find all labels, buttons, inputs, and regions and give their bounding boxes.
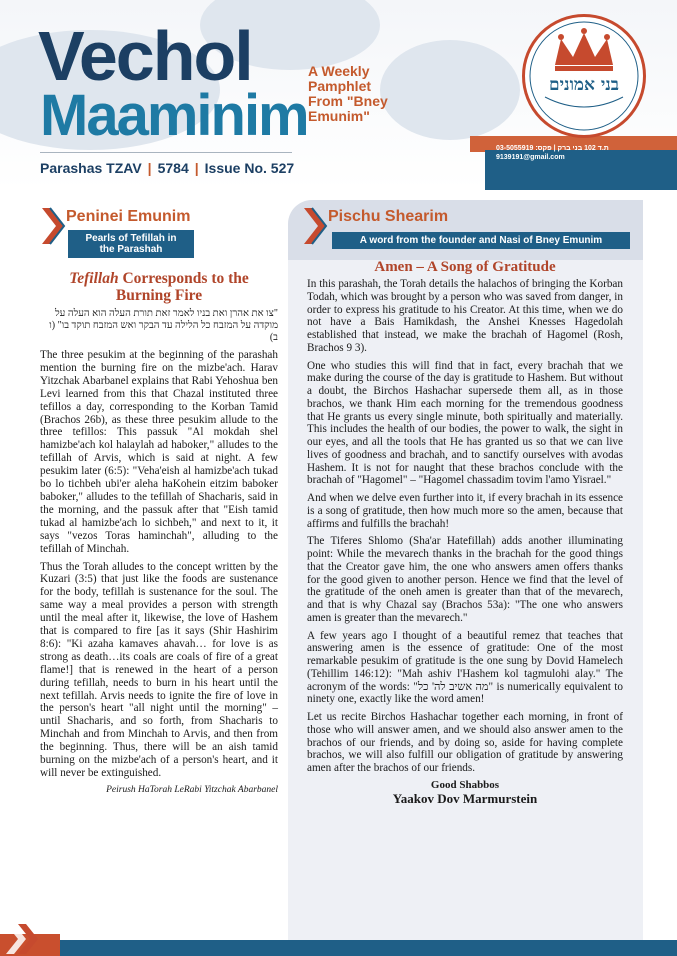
article-paragraph: The three pesukim at the beginning of the parashah mention the burning fire on the mizbe'ach. Harav Yitzchak Abarbanel explains that Rabi Yehoshua ben Levi learned from this that Chazal instituted three tefillos a day, corresponding to the Korban Tamid (Brachos 26b), as these three pesukim allude to the three tefillos: This passuk "Al mokdah shel hamizbe'ach kol halaylah ad haboker," alludes to the tefillah of Arvis, which is said at night. A few pesukim later (6:5): "Veha'eish al hamizbe'ach tukad bo lo tichbeh ubi'er aleha haKohein eitzim baboker baboker," alludes to the tefillah of Shacharis, said in the morning, and the passuk after that "Eish tamid tukad al hamizbe'ach lo sichbeh," and next to it, it says "vezos Toras haminchah", alluding to the tefillah of Minchah.	[40, 349, 278, 555]
source-credit: Peirush HaTorah LeRabi Yitzchak Abarbanel	[106, 784, 278, 795]
issue-number: Issue No. 527	[204, 160, 295, 176]
contact-email: 9139191@gmail.com	[496, 154, 565, 161]
article-title-rest: Corresponds to the Burning Fire	[115, 270, 249, 304]
contact-info	[496, 144, 646, 162]
footer-band	[60, 940, 677, 956]
chevron-right-icon	[302, 206, 330, 246]
hebrew-quote: "צו את אהרן ואת בניו לאמר זאת תורת העלה הוא העלה על מוקדה על המזבח כל הלילה עד הבקר ואש המזבח תוקד בו" (ו ב)	[49, 308, 278, 343]
article-body	[40, 349, 278, 780]
section-subtitle: A word from the founder and Nasi of Bney Emunim	[332, 232, 630, 249]
article-paragraph: A few years ago I thought of a beautiful remez that teaches that answering amen is the essence of gratitude: One of the most remarkable pesukim of gratitude is the one sung by Dovid Hamelech (Tehillim 146:12): "Mah ashiv l'Hashem kol tagmulohi alay." The acronym of the words: "מה אשיב לה' כל" is numerically equivalent to ninety one, exactly like the word amen!	[307, 629, 623, 706]
author-name: Yaakov Dov Marmurstein	[392, 790, 538, 806]
masthead-divider	[40, 152, 292, 153]
section-header	[288, 200, 643, 260]
article-paragraph: And when we delve even further into it, if every brachah in its essence is a song of gratitude, then how much more so the amen, because that affirms and fulfills the brachah!	[307, 492, 623, 530]
peninei-emunim-column	[40, 200, 278, 795]
sign-off: Good Shabbos	[430, 778, 500, 791]
bney-emunim-logo	[522, 14, 646, 138]
article-paragraph: In this parashah, the Torah details the halachos of bringing the Korban Todah, which was brought by a person who was saved from danger, in order to express his gratitude to his Creator. At this time, when we do not have a Bais Hamikdash, the Anshei Knesses Hagedolah established that instead, we make the brachah of Hagomel (Rosh, Brachos 9 3).	[307, 278, 623, 354]
section-subtitle: Pearls of Tefillah in the Parashah	[68, 230, 194, 258]
article-body	[307, 278, 623, 775]
masthead	[0, 0, 677, 190]
article-paragraph: Let us recite Birchos Hashachar together each morning, in front of those who will answer amen, and we should also answer amen to the brachos of our friends, and by doing so, aside for having complete brachos, we will also fulfill our obligation of gratitude by answering amen after the brachos of our friends.	[307, 711, 623, 774]
pischu-shearim-column	[288, 200, 643, 945]
article-paragraph: One who studies this will find that in fact, every brachah that we make during the course of the day is gratitude to Hashem. But without a doubt, the Birchos Hashachar supersede them all, as in those brachos, we thank Him each morning for the tremendous goodness that He grants us every single minute, both spiritually and materially. This includes the health of our bodies, the power to walk, the sight in our eyes, and all the tools that He has granted us so that we can live lives of goodness and brachah, and to sanctify ourselves with avodas Hashem. It is not for naught that these brachos conclude with the brachah of "Hagomel" – "Hagomel chassadim tovim l'amo Yisrael."	[307, 359, 623, 487]
hebrew-year: 5784	[157, 160, 189, 176]
article-title	[40, 270, 278, 304]
chevron-right-icon	[4, 922, 44, 956]
section-header	[40, 200, 278, 258]
article-title: Amen – A Song of Gratitude	[374, 259, 556, 275]
contact-address: ת.ד 102 בני ברק | פקס: 03-5055919	[496, 145, 609, 152]
parasha-name: Parashas TZAV	[40, 160, 142, 176]
logo-text: בני אמונים	[548, 75, 620, 95]
masthead-title-line1: Vechol	[38, 17, 252, 95]
chevron-right-icon	[40, 206, 68, 246]
article-paragraph: Thus the Torah alludes to the concept written by the Kuzari (3:5) that just like the foods are sustenance for the body, tefillah is sustenance for the soul. The same way a meal provides a person with strength until the meal after it, likewise, the love of Hashem that is compared to fire [as it says (Shir Hashirim 8:6): "Ki azaha kamaves ahavah… for love is as strong as death…its coals are coals of fire of a great flame!] that is renewed in the heart of a person during tefillah, needs to burn in his heart until the next tefillah. Arvis needs to ignite the fire of love in the person's heart "all night until the morning" – until Shacharis, and so forth, from Shacharis to Minchah and from Minchah to Arvis, and then from the beginning. Thus, there will be an aish tamid burning on the mizbe'ach of a person's heart, and it will never be extinguished.	[40, 560, 278, 779]
masthead-title-line2: Maaminim	[40, 83, 308, 148]
section-title: Pischu Shearim	[328, 208, 449, 225]
article-paragraph: The Tiferes Shlomo (Sha'ar Hatefillah) adds another illuminating point: While the mevarech thanks in the brachah for the good things that the Creator gave him, the one who answers amen offers thanks for the good given to another person. Hence we find that the level of the gratitude of the oneh amen is greater than that of the mevarech, and that is why Chazal say (Brachos 53a): "The one who answers amen is greater than the mevarech."	[307, 535, 623, 624]
article	[307, 258, 623, 807]
issue-info: Parashas TZAV | 5784 | Issue No. 527	[40, 160, 295, 176]
article-title-italic: Tefillah	[69, 270, 119, 287]
section-title: Peninei Emunim	[66, 208, 191, 225]
masthead-tagline: A Weekly Pamphlet From "Bney Emunim"	[308, 63, 388, 124]
